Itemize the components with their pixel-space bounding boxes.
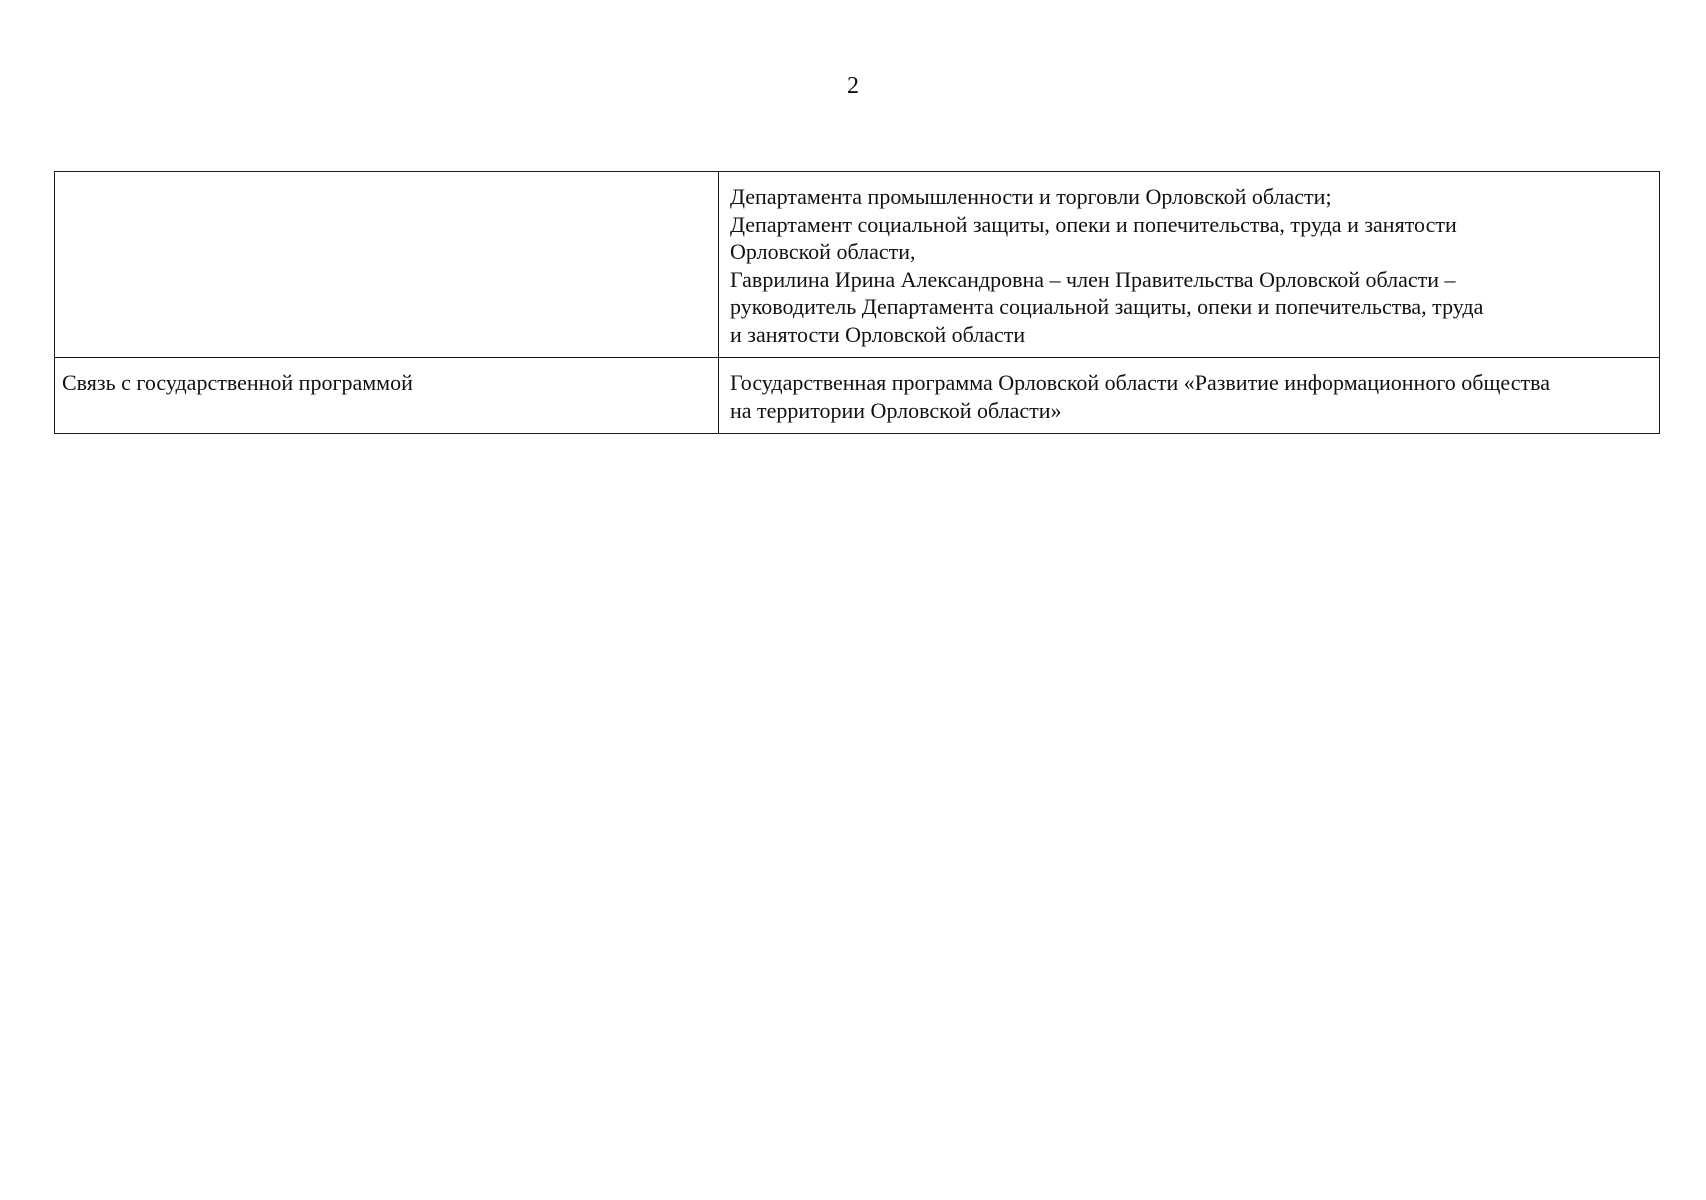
value-line: на территории Орловской области»: [730, 397, 1062, 423]
value-line: Орловской области,: [730, 239, 916, 264]
value-line: руководитель Департамента социальной защиты, опеки и попечительства, труда: [730, 294, 1484, 319]
value-line: Гаврилина Ирина Александровна – член Правительства Орловской области –: [730, 266, 1456, 292]
page-number: 2: [847, 73, 859, 99]
row-value-cell: [719, 172, 1660, 358]
value-line: Департамент социальной защиты, опеки и попечительства, труда и занятости: [730, 211, 1457, 237]
value-line: и занятости Орловской области: [730, 321, 1026, 347]
row-label-cell: Связь с государственной программой: [55, 358, 719, 434]
row-label-cell: [55, 172, 719, 358]
row-value-cell: [719, 358, 1660, 434]
table-row: [55, 172, 1660, 358]
passport-table: [54, 171, 1660, 434]
value-line: Департамента промышленности и торговли Орловской области;: [730, 184, 1332, 209]
value-line: Государственная программа Орловской области «Развитие информационного общества: [730, 370, 1550, 395]
table-row: [55, 358, 1660, 434]
